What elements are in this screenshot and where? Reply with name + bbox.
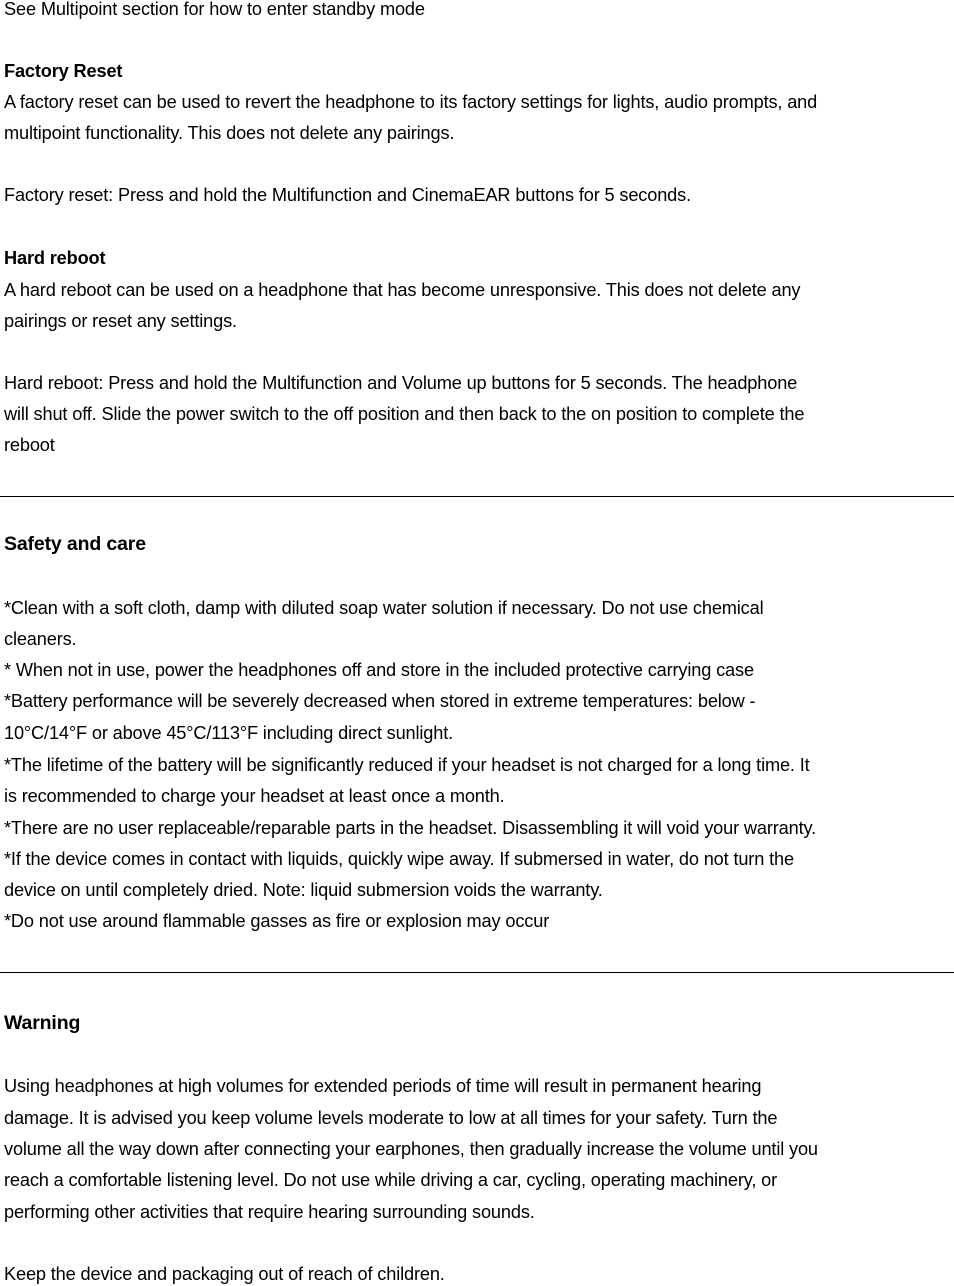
safety-line: *If the device comes in contact with liquids, quickly wipe away. If submersed in water, do not turn the xyxy=(4,849,794,869)
hard-reboot-instruction-line: will shut off. Slide the power switch to the off position and then back to the on position to complete the xyxy=(4,404,805,424)
warning-line: damage. It is advised you keep volume levels moderate to low at all times for your safety. Turn the xyxy=(4,1108,778,1128)
safety-title: Safety and care xyxy=(4,533,146,555)
warning-line: reach a comfortable listening level. Do not use while driving a car, cycling, operating machinery, or xyxy=(4,1170,778,1190)
hard-reboot-description-line: pairings or reset any settings. xyxy=(4,311,237,331)
standby-note: See Multipoint section for how to enter standby mode xyxy=(4,0,425,19)
factory-reset-description-line: multipoint functionality. This does not delete any pairings. xyxy=(4,123,455,143)
safety-line: * When not in use, power the headphones off and store in the included protective carrying case xyxy=(4,660,754,680)
warning-line: Using headphones at high volumes for extended periods of time will result in permanent hearing xyxy=(4,1076,762,1096)
safety-line: *Clean with a soft cloth, damp with diluted soap water solution if necessary. Do not use chemical xyxy=(4,598,764,618)
hard-reboot-description-line: A hard reboot can be used on a headphone that has become unresponsive. This does not delete any xyxy=(4,280,801,300)
factory-reset-title: Factory Reset xyxy=(4,61,123,81)
section-divider xyxy=(0,496,954,497)
children-note: Keep the device and packaging out of reach of children. xyxy=(4,1264,445,1284)
factory-reset-instruction: Factory reset: Press and hold the Multifunction and CinemaEAR buttons for 5 seconds. xyxy=(4,185,691,205)
safety-line: is recommended to charge your headset at least once a month. xyxy=(4,786,505,806)
safety-line: 10°C/14°F or above 45°C/113°F including direct sunlight. xyxy=(4,723,454,743)
safety-line: *There are no user replaceable/reparable parts in the headset. Disassembling it will void your warranty. xyxy=(4,818,817,838)
factory-reset-description-line: A factory reset can be used to revert the headphone to its factory settings for lights, audio prompts, and xyxy=(4,92,818,112)
warning-line: volume all the way down after connecting your earphones, then gradually increase the volume until you xyxy=(4,1139,818,1159)
warning-title: Warning xyxy=(4,1012,81,1034)
hard-reboot-title: Hard reboot xyxy=(4,248,106,268)
safety-line: *The lifetime of the battery will be significantly reduced if your headset is not charged for a long time. It xyxy=(4,755,810,775)
warning-line: performing other activities that require hearing surrounding sounds. xyxy=(4,1202,535,1222)
safety-line: device on until completely dried. Note: liquid submersion voids the warranty. xyxy=(4,880,603,900)
safety-line: *Battery performance will be severely decreased when stored in extreme temperatures: below - xyxy=(4,691,756,711)
section-divider xyxy=(0,972,954,973)
hard-reboot-instruction-line: Hard reboot: Press and hold the Multifunction and Volume up buttons for 5 seconds. The headphone xyxy=(4,373,798,393)
safety-line: *Do not use around flammable gasses as fire or explosion may occur xyxy=(4,911,550,931)
hard-reboot-instruction-line: reboot xyxy=(4,435,55,455)
safety-line: cleaners. xyxy=(4,629,77,649)
